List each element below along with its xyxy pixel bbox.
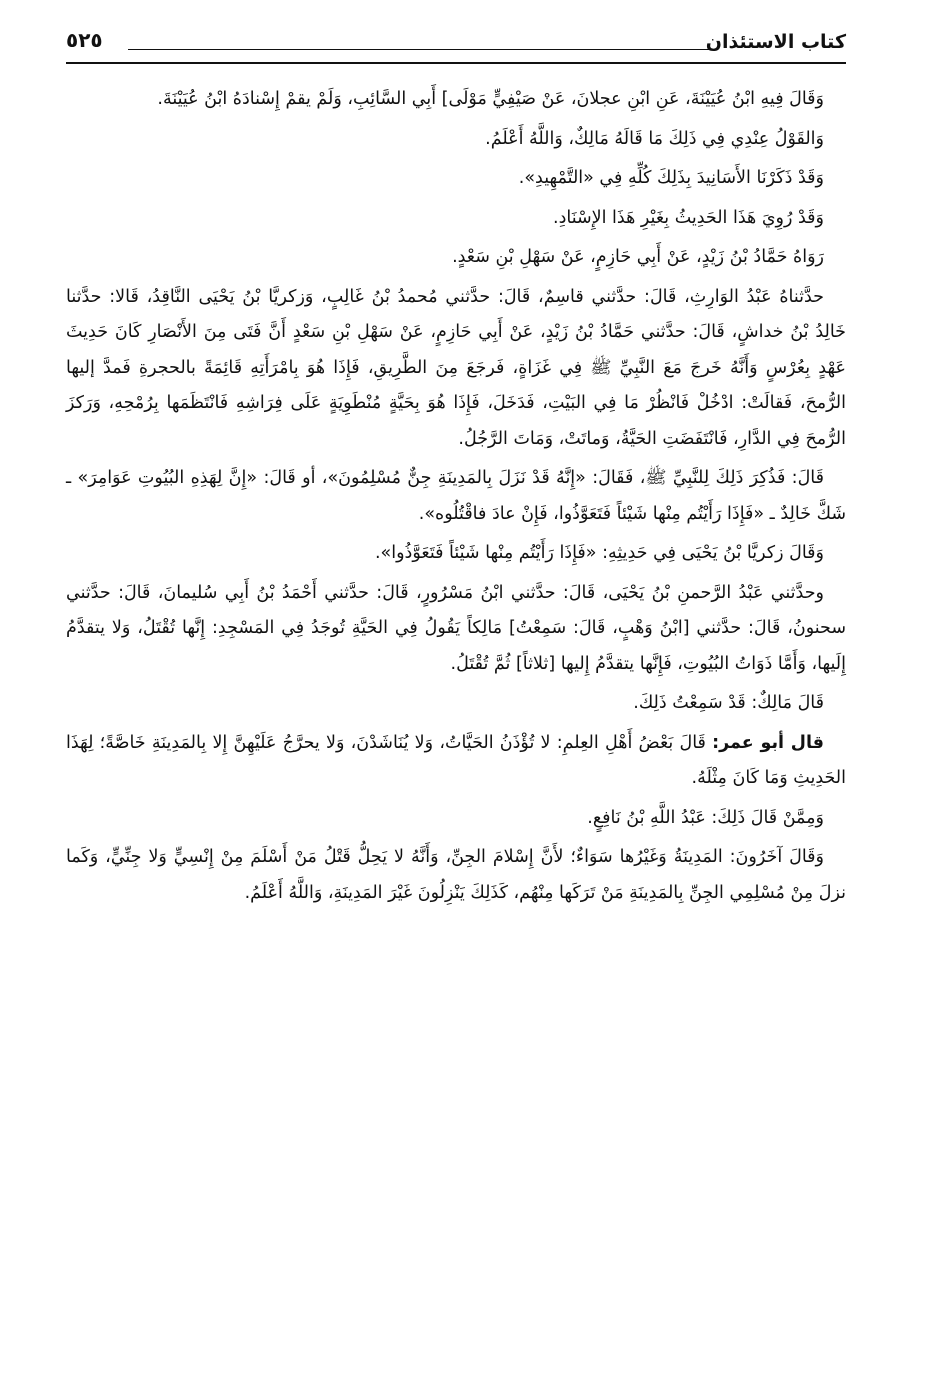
paragraph-text: وحدَّثني عَبْدُ الرَّحمنِ بْنُ يَحْيَى، قَالَ: حدَّثني ابْنُ مَسْرُورٍ، قَالَ: حدَّثني أَحْمَدُ بْنُ أَبِي سُليمانَ، قَالَ: حدَّثني سحنونُ، قَالَ: حدَّثني [ابْنُ وَهْبٍ، قَالَ: سَمِعْتُ] مَالِكاً يَقُولُ فِي الحَيَّةِ تُوجَدُ فِي المَسْجِدِ: إِنَّها تُقْتَلُ، وَلا يتقدَّمُ إِلَيها، وَأَمَّا ذَوَاتُ البُيُوتِ، فَإِنَّها يتقدَّمُ إِليها [ثلاثاً] ثُمَّ تُقْتَلُ.: [66, 582, 846, 674]
paragraph: [66, 726, 846, 797]
paragraph-text: قَالَ مَالِكٌ: قَدْ سَمِعْتُ ذَلِكَ.: [633, 693, 824, 713]
paragraph-text: رَوَاهُ حَمَّادُ بْنُ زَيْدٍ، عَنْ أَبِي حَازِمٍ، عَنْ سَهْلِ بْنِ سَعْدٍ.: [452, 247, 824, 267]
paragraph: [66, 201, 846, 237]
paragraph: [66, 576, 846, 683]
paragraph: [66, 240, 846, 276]
paragraph-text: قَالَ: فَذُكِرَ ذَلِكَ لِلنَّبِيِّ ﷺ، فَقَالَ: «إِنَّهُ قَدْ نَزَلَ بِالمَدِينَةِ جِنٌّ مُسْلِمُونَ»، أو قَالَ: «إِنَّ لِهَذِهِ البُيُوتِ عَوَامِرَ» ـ شَكَّ خَالِدٌ ـ «فَإِذَا رَأَيْتُم مِنْها شَيْئاً فَتَعَوَّذُوا، فَإِنْ عادَ فاقْتُلُوه».: [66, 468, 846, 524]
paragraph-text: حدَّثناهُ عَبْدُ الوَارِثِ، قَالَ: حدَّثني قاسِمٌ، قَالَ: حدَّثني مُحمدُ بْنُ غَالِبٍ، وَزكريَّا بْنُ يَحْيَى النَّاقِدُ، قَالا: حدَّثنا خَالِدُ بْنُ خداشٍ، قَالَ: حدَّثني حَمَّادُ بْنُ زَيْدٍ، عَنْ أَبِي حَازِمٍ، عَنْ سَهْلِ بْنِ سَعْدٍ أَنَّ فَتَى مِنَ الأَنْصَارِ كَانَ حَدِيثَ عَهْدٍ بِعُرْسٍ وَأَنَّهُ خَرجَ مَعَ النَّبِيِّ ﷺ فِي غَزَاةٍ، فَرجَعَ مِنَ الطَّرِيقِ، فَإِذَا هُوَ بِامْرَأَتِهِ قَائِمَةً بالحجرةِ فَمدَّ إليها الرُّمحَ، فَقالَتْ: ادْخُلْ فَانْظُرْ مَا فِي البَيْتِ، فَدَخَلَ، فَإِذَا هُوَ بِحَيَّةٍ مُنْطَوِيَةٍ عَلَى فِرَاشِهِ فَانْتَظَمَها بِرُمْحِهِ، وَرَكزَ الرُّمحَ فِي الدَّارِ، فَانْتَفَضَتِ الحَيَّةُ، وَماتَتْ، وَمَاتَ الرَّجُلُ.: [66, 286, 846, 449]
paragraph: [66, 280, 846, 458]
paragraph-text: وَقَدْ ذَكَرْنَا الأَسَانِيدَ بِذَلِكَ كُلِّهِ فِي «التَّمْهِيدِ».: [518, 168, 824, 188]
paragraph: [66, 122, 846, 158]
paragraph: [66, 461, 846, 532]
paragraph-text: وَقَالَ فِيهِ ابْنُ عُيَيْنَةَ، عَنِ ابْنِ عجلانَ، عَنْ صَيْفِيٍّ مَوْلَى] أَبِي السَّائِبِ، وَلَمْ يقمْ إِسْنادَهُ ابْنُ عُيَيْنَةَ.: [157, 89, 824, 109]
paragraph-text: وَقَالَ آخَرُونَ: المَدِينَةُ وَغَيْرُها سَوَاءٌ؛ لأَنَّ إِسْلامَ الجِنِّ، وَأَنَّهُ لا يَحِلُّ قَتْلُ مَنْ أَسْلَمَ مِنْ إِنْسِيٍّ وَلا جِنِّيٍّ، وَكَما نزلَ مِنْ مُسْلِمِي الجِنِّ بِالمَدِينَةِ مَنْ تَرَكَها مِنْهُم، كَذَلِكَ يَنْزِلُونَ غَيْرَ المَدِينَةِ، وَاللَّهُ أَعْلَمُ.: [66, 847, 846, 903]
paragraph: [66, 840, 846, 911]
header-leader-line: [128, 49, 716, 50]
chapter-title: كتاب الاستئذان: [705, 31, 846, 53]
paragraph-text: وَقَالَ زكريَّا بْنُ يَحْيَى فِي حَدِيثِهِ: «فَإِذَا رَأَيْتُم مِنْها شَيْئاً فَتَعَوَّذُوا».: [374, 543, 824, 563]
running-header: [66, 22, 846, 62]
book-page: [66, 22, 846, 1372]
paragraph: [66, 536, 846, 572]
author-lead: قال أبو عمر:: [712, 732, 824, 753]
paragraph: [66, 801, 846, 837]
paragraph-text: وَالقَوْلُ عِنْدِي فِي ذَلِكَ مَا قَالَهُ مَالِكٌ، وَاللَّهُ أَعْلَمُ.: [485, 128, 824, 149]
paragraph: [66, 161, 846, 197]
paragraph: [66, 686, 846, 722]
paragraph-text: وَقَدْ رُوِيَ هَذَا الحَدِيثُ بِغَيْرِ هَذَا الإِسْنَادِ.: [553, 207, 824, 228]
paragraph: [66, 82, 846, 118]
header-rule: [66, 62, 846, 64]
paragraph-text: قَالَ بَعْضُ أَهْلِ العِلمِ: لا تُؤْذَنُ الحَيَّاتُ، وَلا يُنَاشَدْنَ، وَلا يحرَّجُ عَلَيْهِنَّ إِلا بِالمَدِينَةِ خَاصَّةً؛ لِهَذَا الحَدِيثِ وَمَا كَانَ مِثْلَهُ.: [66, 732, 846, 788]
page-number: ٥٢٥: [66, 28, 103, 52]
page-body: [66, 82, 846, 915]
paragraph-text: وَمِمَّنْ قَالَ ذَلِكَ: عَبْدُ اللَّهِ بْنُ نَافِعٍ.: [587, 807, 824, 828]
